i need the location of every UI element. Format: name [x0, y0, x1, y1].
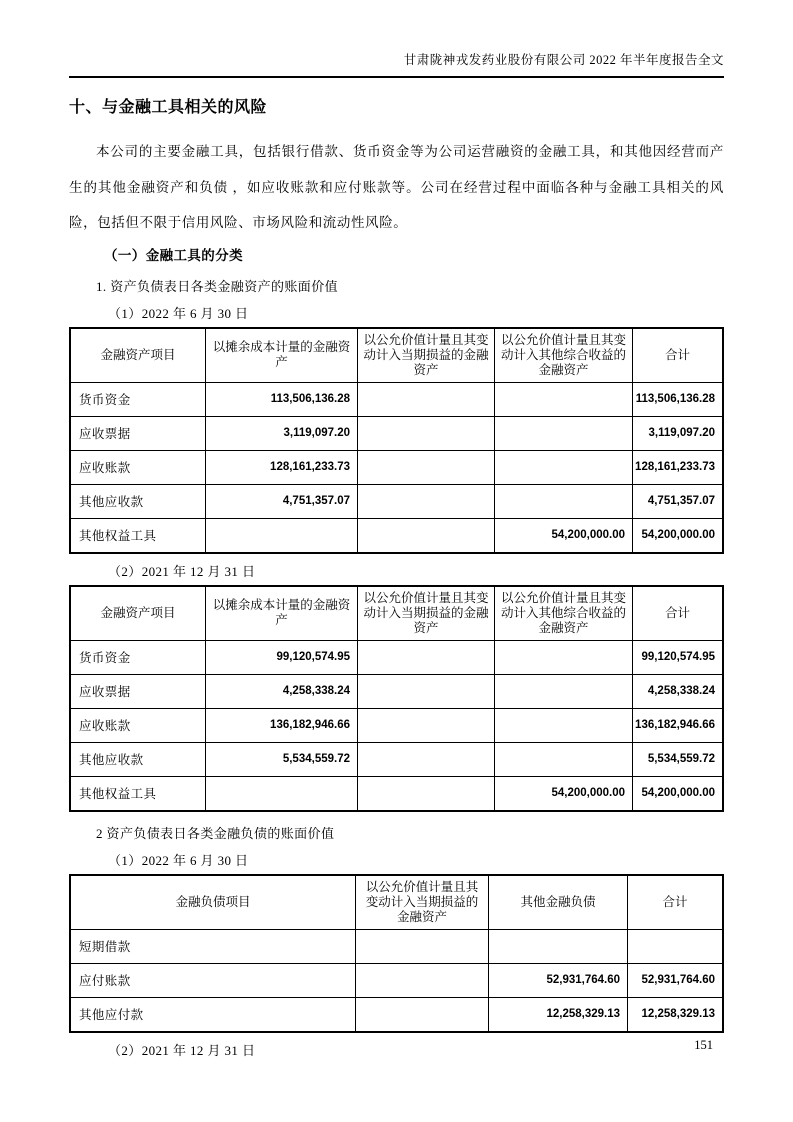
financial-liabilities-table-2022	[69, 874, 724, 1033]
table-row	[70, 963, 723, 997]
value-cell	[356, 997, 489, 1032]
column-header: 金融资产项目	[70, 586, 206, 641]
value-cell: 5,534,559.72	[633, 742, 724, 776]
table-row	[70, 484, 723, 518]
value-cell	[495, 416, 633, 450]
value-cell: 128,161,233.73	[206, 450, 358, 484]
table-row	[70, 929, 723, 963]
value-cell: 54,200,000.00	[633, 776, 724, 811]
value-cell: 3,119,097.20	[206, 416, 358, 450]
value-cell	[358, 674, 495, 708]
table-2-date-label: （2）2021 年 12 月 31 日	[108, 563, 256, 579]
value-cell: 4,751,357.07	[206, 484, 358, 518]
value-cell: 12,258,329.13	[489, 997, 628, 1032]
value-cell: 4,751,357.07	[633, 484, 724, 518]
page-content	[69, 52, 724, 1060]
row-label-cell: 其他权益工具	[70, 518, 206, 553]
value-cell	[358, 382, 495, 416]
value-cell	[358, 416, 495, 450]
running-header	[69, 52, 724, 68]
value-cell: 5,534,559.72	[206, 742, 358, 776]
table-row	[70, 674, 723, 708]
value-cell	[495, 708, 633, 742]
table-row	[70, 640, 723, 674]
value-cell: 128,161,233.73	[633, 450, 724, 484]
table-row	[70, 776, 723, 811]
value-cell	[358, 776, 495, 811]
value-cell: 136,182,946.66	[633, 708, 724, 742]
value-cell	[358, 450, 495, 484]
intro-paragraph: 本公司的主要金融工具，包括银行借款、货币资金等为公司运营融资的金融工具，和其他因经营而产生的其他金融资产和负债 ，如应收账款和应付账款等。公司在经营过程中面临各种与金融工具相关的风险，包括但不限于信用风险、市场风险和流动性风险。	[69, 144, 724, 230]
value-cell	[356, 963, 489, 997]
page-title: 十、与金融工具相关的风险	[69, 99, 268, 116]
value-cell: 136,182,946.66	[206, 708, 358, 742]
table-1-date-label: （1）2022 年 6 月 30 日	[108, 305, 249, 321]
value-cell	[495, 484, 633, 518]
value-cell	[356, 929, 489, 963]
financial-assets-table-2021	[69, 585, 724, 812]
column-header: 以摊余成本计量的金融资产	[206, 328, 358, 383]
row-label-cell: 应付账款	[70, 963, 356, 997]
table-row	[70, 742, 723, 776]
item-1-heading: 1. 资产负债表日各类金融资产的账面价值	[96, 278, 339, 294]
row-label-cell: 其他应收款	[70, 742, 206, 776]
value-cell	[206, 518, 358, 553]
table-row	[70, 708, 723, 742]
value-cell: 54,200,000.00	[495, 518, 633, 553]
column-header: 合计	[628, 875, 724, 930]
running-header-text: 甘肃陇神戎发药业股份有限公司 2022 年半年度报告全文	[403, 53, 724, 67]
next-section-date-label: （2）2021 年 12 月 31 日	[108, 1042, 256, 1058]
column-header: 其他金融负债	[489, 875, 628, 930]
column-header: 合计	[633, 586, 724, 641]
column-header: 以公允价值计量且其变动计入当期损益的金融资产	[358, 328, 495, 383]
table-row	[70, 382, 723, 416]
value-cell: 52,931,764.60	[628, 963, 724, 997]
column-header: 以公允价值计量且其变动计入其他综合收益的金融资产	[495, 586, 633, 641]
row-label-cell: 应收账款	[70, 708, 206, 742]
table-header-row	[70, 586, 723, 641]
value-cell	[358, 742, 495, 776]
column-header: 以公允价值计量且其变动计入当期损益的金融资产	[356, 875, 489, 930]
value-cell: 54,200,000.00	[495, 776, 633, 811]
value-cell	[358, 484, 495, 518]
value-cell: 52,931,764.60	[489, 963, 628, 997]
row-label-cell: 货币资金	[70, 640, 206, 674]
table-header-row	[70, 875, 723, 930]
table-row	[70, 450, 723, 484]
value-cell	[495, 640, 633, 674]
value-cell: 99,120,574.95	[206, 640, 358, 674]
table-row	[70, 997, 723, 1032]
column-header: 金融负债项目	[70, 875, 356, 930]
table-row	[70, 416, 723, 450]
row-label-cell: 应收账款	[70, 450, 206, 484]
column-header: 金融资产项目	[70, 328, 206, 383]
row-label-cell: 其他应付款	[70, 997, 356, 1032]
row-label-cell: 短期借款	[70, 929, 356, 963]
table-row	[70, 518, 723, 553]
value-cell: 4,258,338.24	[206, 674, 358, 708]
value-cell	[495, 382, 633, 416]
financial-assets-table-2022	[69, 327, 724, 554]
row-label-cell: 其他权益工具	[70, 776, 206, 811]
value-cell	[495, 450, 633, 484]
column-header: 以公允价值计量且其变动计入其他综合收益的金融资产	[495, 328, 633, 383]
item-2-heading: 2 资产负债表日各类金融负债的账面价值	[96, 825, 335, 841]
column-header: 以公允价值计量且其变动计入当期损益的金融资产	[358, 586, 495, 641]
header-rule	[69, 76, 724, 78]
value-cell: 113,506,136.28	[206, 382, 358, 416]
row-label-cell: 应收票据	[70, 674, 206, 708]
value-cell: 99,120,574.95	[633, 640, 724, 674]
row-label-cell: 应收票据	[70, 416, 206, 450]
table-header-row	[70, 328, 723, 383]
value-cell: 113,506,136.28	[633, 382, 724, 416]
value-cell	[628, 929, 724, 963]
column-header: 以摊余成本计量的金融资产	[206, 586, 358, 641]
column-header: 合计	[633, 328, 724, 383]
value-cell: 12,258,329.13	[628, 997, 724, 1032]
value-cell	[358, 708, 495, 742]
value-cell: 4,258,338.24	[633, 674, 724, 708]
row-label-cell: 其他应收款	[70, 484, 206, 518]
value-cell	[489, 929, 628, 963]
table-3-date-label: （1）2022 年 6 月 30 日	[108, 852, 249, 868]
value-cell	[206, 776, 358, 811]
value-cell	[358, 518, 495, 553]
value-cell	[495, 742, 633, 776]
value-cell	[358, 640, 495, 674]
page-number: 151	[694, 1038, 713, 1052]
row-label-cell: 货币资金	[70, 382, 206, 416]
value-cell: 54,200,000.00	[633, 518, 724, 553]
subsection-heading: （一）金融工具的分类	[104, 247, 243, 263]
value-cell	[495, 674, 633, 708]
value-cell: 3,119,097.20	[633, 416, 724, 450]
